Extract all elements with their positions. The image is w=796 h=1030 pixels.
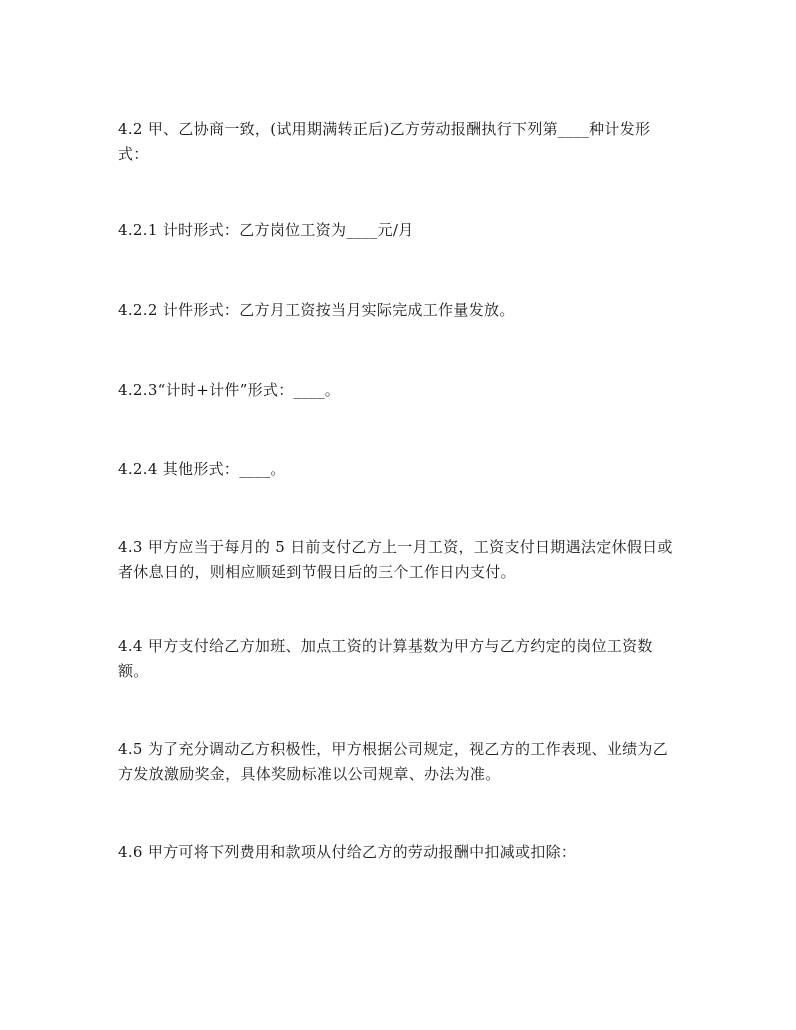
paragraph-4-4: 4.4 甲方支付给乙方加班、加点工资的计算基数为甲方与乙方约定的岗位工资数额。 — [118, 637, 653, 680]
paragraph-4-2-3: 4.2.3“计时+计件”形式：____。 — [118, 381, 341, 399]
paragraph-4-2: 4.2 甲、乙协商一致，(试用期满转正后)乙方劳动报酬执行下列第____种计发形式： — [118, 120, 651, 163]
paragraph-4-5: 4.5 为了充分调动乙方积极性，甲方根据公司规定，视乙方的工作表现、业绩为乙方发放激励奖金，具体奖励标准以公司规章、办法为准。 — [118, 740, 669, 783]
paragraph-4-2-2: 4.2.2 计件形式：乙方月工资按当月实际完成工作量发放。 — [118, 301, 515, 319]
paragraph-4-2-1: 4.2.1 计时形式：乙方岗位工资为____元/月 — [118, 221, 414, 239]
paragraph-4-3: 4.3 甲方应当于每月的 5 日前支付乙方上一月工资，工资支付日期遇法定休假日或者休息日的，则相应顺延到节假日后的三个工作日内支付。 — [118, 538, 673, 581]
paragraph-4-2-4: 4.2.4 其他形式：____。 — [118, 460, 286, 478]
paragraph-4-6: 4.6 甲方可将下列费用和款项从付给乙方的劳动报酬中扣减或扣除： — [118, 843, 577, 861]
